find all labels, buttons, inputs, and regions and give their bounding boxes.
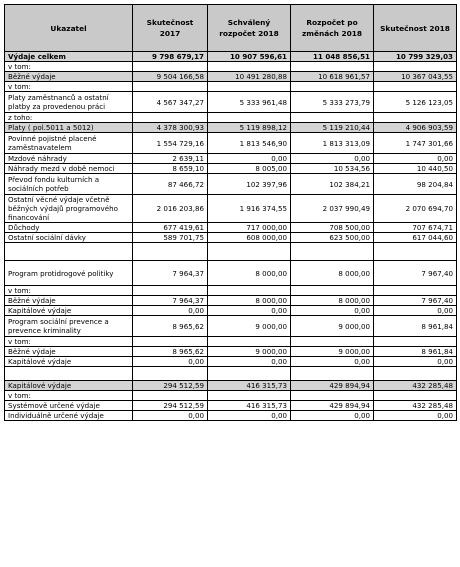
- row-label: Převod fondu kulturních a sociálních potřeb: [5, 174, 133, 195]
- value-cell: 0,00: [291, 411, 374, 421]
- table-row: [5, 113, 457, 123]
- value-cell: [374, 367, 457, 381]
- value-cell: [208, 113, 291, 123]
- row-label: Platy zaměstnanců a ostatní platby za provedenou práci: [5, 92, 133, 113]
- value-cell: [208, 243, 291, 261]
- value-cell: 7 964,37: [133, 261, 208, 286]
- value-cell: 5 126 123,05: [374, 92, 457, 113]
- value-cell: 102 397,96: [208, 174, 291, 195]
- value-cell: 102 384,21: [291, 174, 374, 195]
- value-cell: 617 044,60: [374, 233, 457, 243]
- value-cell: [208, 391, 291, 401]
- value-cell: [291, 286, 374, 296]
- value-cell: 8 961,84: [374, 316, 457, 337]
- table-row: [5, 401, 457, 411]
- value-cell: 0,00: [208, 357, 291, 367]
- row-label: Ostatní věcné výdaje včetně běžných výdajů programového financování: [5, 195, 133, 223]
- value-cell: 8 000,00: [291, 296, 374, 306]
- value-cell: [208, 82, 291, 92]
- header-rozpocet-po-zmenach-2018: Rozpočet po změnách 2018: [291, 5, 374, 52]
- row-label: [5, 367, 133, 381]
- value-cell: 0,00: [374, 306, 457, 316]
- value-cell: [133, 286, 208, 296]
- value-cell: 708 500,00: [291, 223, 374, 233]
- row-label: Důchody: [5, 223, 133, 233]
- table-row: [5, 72, 457, 82]
- header-skutecnost-2017: Skutečnost 2017: [133, 5, 208, 52]
- value-cell: [374, 337, 457, 347]
- value-cell: 432 285,48: [374, 381, 457, 391]
- table-row: [5, 306, 457, 316]
- value-cell: 589 701,75: [133, 233, 208, 243]
- table-row: [5, 164, 457, 174]
- value-cell: [374, 243, 457, 261]
- value-cell: 8 961,84: [374, 347, 457, 357]
- row-label: [5, 243, 133, 261]
- value-cell: 10 907 596,61: [208, 52, 291, 62]
- value-cell: [208, 367, 291, 381]
- table-row: [5, 261, 457, 286]
- value-cell: [374, 62, 457, 72]
- table-row: [5, 154, 457, 164]
- row-label: Individuálně určené výdaje: [5, 411, 133, 421]
- value-cell: 294 512,59: [133, 381, 208, 391]
- value-cell: 9 000,00: [291, 316, 374, 337]
- header-schvaleny-rozpocet-2018: Schválený rozpočet 2018: [208, 5, 291, 52]
- value-cell: 0,00: [208, 411, 291, 421]
- value-cell: 2 639,11: [133, 154, 208, 164]
- value-cell: 432 285,48: [374, 401, 457, 411]
- value-cell: 7 964,37: [133, 296, 208, 306]
- row-label: Systémově určené výdaje: [5, 401, 133, 411]
- value-cell: [208, 286, 291, 296]
- value-cell: 1 813 313,09: [291, 133, 374, 154]
- value-cell: 429 894,94: [291, 381, 374, 391]
- value-cell: 9 504 166,58: [133, 72, 208, 82]
- table-body: [5, 52, 457, 421]
- value-cell: [374, 286, 457, 296]
- value-cell: 8 000,00: [208, 261, 291, 286]
- value-cell: [291, 391, 374, 401]
- value-cell: 11 048 856,51: [291, 52, 374, 62]
- row-label: Náhrady mezd v době nemoci: [5, 164, 133, 174]
- row-label: v tom:: [5, 391, 133, 401]
- value-cell: 429 894,94: [291, 401, 374, 411]
- value-cell: 623 500,00: [291, 233, 374, 243]
- value-cell: 7 967,40: [374, 261, 457, 286]
- value-cell: 87 466,72: [133, 174, 208, 195]
- value-cell: 9 000,00: [208, 316, 291, 337]
- value-cell: [133, 367, 208, 381]
- value-cell: [208, 62, 291, 72]
- value-cell: 8 005,00: [208, 164, 291, 174]
- value-cell: 416 315,73: [208, 381, 291, 391]
- value-cell: 0,00: [133, 357, 208, 367]
- value-cell: 0,00: [374, 357, 457, 367]
- value-cell: 707 674,71: [374, 223, 457, 233]
- value-cell: 0,00: [374, 154, 457, 164]
- value-cell: [291, 113, 374, 123]
- table-row: [5, 411, 457, 421]
- table-row: [5, 133, 457, 154]
- value-cell: [291, 82, 374, 92]
- table-row: [5, 123, 457, 133]
- row-label: v tom:: [5, 286, 133, 296]
- value-cell: 2 070 694,70: [374, 195, 457, 223]
- row-label: Program sociální prevence a prevence kriminality: [5, 316, 133, 337]
- row-label: Výdaje celkem: [5, 52, 133, 62]
- budget-table-container: [4, 4, 456, 421]
- value-cell: 7 967,40: [374, 296, 457, 306]
- value-cell: 0,00: [291, 154, 374, 164]
- value-cell: 0,00: [133, 411, 208, 421]
- row-label: Kapitálové výdaje: [5, 381, 133, 391]
- value-cell: [133, 82, 208, 92]
- value-cell: 0,00: [374, 411, 457, 421]
- value-cell: 677 419,61: [133, 223, 208, 233]
- value-cell: 10 367 043,55: [374, 72, 457, 82]
- row-label: Běžné výdaje: [5, 72, 133, 82]
- value-cell: [133, 337, 208, 347]
- header-ukazatel: Ukazatel: [5, 5, 133, 52]
- value-cell: [291, 337, 374, 347]
- value-cell: 5 119 898,12: [208, 123, 291, 133]
- value-cell: [133, 113, 208, 123]
- value-cell: 10 534,56: [291, 164, 374, 174]
- value-cell: 8 000,00: [291, 261, 374, 286]
- header-skutecnost-2018: Skutečnost 2018: [374, 5, 457, 52]
- value-cell: 10 799 329,03: [374, 52, 457, 62]
- value-cell: 294 512,59: [133, 401, 208, 411]
- table-row: [5, 286, 457, 296]
- value-cell: 0,00: [291, 357, 374, 367]
- value-cell: 0,00: [208, 154, 291, 164]
- value-cell: 1 813 546,90: [208, 133, 291, 154]
- value-cell: 8 659,10: [133, 164, 208, 174]
- table-row: [5, 347, 457, 357]
- value-cell: 608 000,00: [208, 233, 291, 243]
- value-cell: [374, 113, 457, 123]
- table-row: [5, 296, 457, 306]
- row-label: Platy ( pol.5011 a 5012): [5, 123, 133, 133]
- value-cell: 1 916 374,55: [208, 195, 291, 223]
- row-label: z toho:: [5, 113, 133, 123]
- budget-table: [4, 4, 457, 421]
- value-cell: 1 554 729,16: [133, 133, 208, 154]
- row-label: v tom:: [5, 82, 133, 92]
- row-label: Povinné pojistné placené zaměstnavatelem: [5, 133, 133, 154]
- value-cell: 10 491 280,88: [208, 72, 291, 82]
- value-cell: [133, 391, 208, 401]
- table-row: [5, 337, 457, 347]
- value-cell: 8 000,00: [208, 296, 291, 306]
- header-row: [5, 5, 457, 52]
- row-label: v tom:: [5, 62, 133, 72]
- value-cell: 416 315,73: [208, 401, 291, 411]
- value-cell: 2 016 203,86: [133, 195, 208, 223]
- value-cell: [291, 367, 374, 381]
- table-row: [5, 174, 457, 195]
- table-row: [5, 316, 457, 337]
- value-cell: 5 119 210,44: [291, 123, 374, 133]
- value-cell: 5 333 273,79: [291, 92, 374, 113]
- row-label: Běžné výdaje: [5, 347, 133, 357]
- row-label: Program protidrogové politiky: [5, 261, 133, 286]
- value-cell: [291, 62, 374, 72]
- row-label: Ostatní sociální dávky: [5, 233, 133, 243]
- table-row: [5, 52, 457, 62]
- table-row: [5, 223, 457, 233]
- table-row: [5, 367, 457, 381]
- value-cell: 10 618 961,57: [291, 72, 374, 82]
- table-row: [5, 62, 457, 72]
- row-label: Kapitálové výdaje: [5, 306, 133, 316]
- table-row: [5, 243, 457, 261]
- table-row: [5, 92, 457, 113]
- value-cell: 5 333 961,48: [208, 92, 291, 113]
- value-cell: [133, 62, 208, 72]
- row-label: Kapitálové výdaje: [5, 357, 133, 367]
- value-cell: 8 965,62: [133, 316, 208, 337]
- value-cell: 9 000,00: [291, 347, 374, 357]
- value-cell: 2 037 990,49: [291, 195, 374, 223]
- table-row: [5, 381, 457, 391]
- row-label: Běžné výdaje: [5, 296, 133, 306]
- value-cell: 9 000,00: [208, 347, 291, 357]
- value-cell: 717 000,00: [208, 223, 291, 233]
- row-label: Mzdové náhrady: [5, 154, 133, 164]
- value-cell: 8 965,62: [133, 347, 208, 357]
- value-cell: 98 204,84: [374, 174, 457, 195]
- value-cell: [374, 82, 457, 92]
- table-row: [5, 357, 457, 367]
- value-cell: [208, 337, 291, 347]
- table-row: [5, 195, 457, 223]
- value-cell: 10 440,50: [374, 164, 457, 174]
- value-cell: 4 906 903,59: [374, 123, 457, 133]
- value-cell: [133, 243, 208, 261]
- value-cell: 0,00: [208, 306, 291, 316]
- table-row: [5, 82, 457, 92]
- value-cell: 1 747 301,66: [374, 133, 457, 154]
- value-cell: 0,00: [133, 306, 208, 316]
- row-label: v tom:: [5, 337, 133, 347]
- value-cell: 4 567 347,27: [133, 92, 208, 113]
- value-cell: [374, 391, 457, 401]
- value-cell: 0,00: [291, 306, 374, 316]
- value-cell: [291, 243, 374, 261]
- value-cell: 4 378 300,93: [133, 123, 208, 133]
- value-cell: 9 798 679,17: [133, 52, 208, 62]
- table-row: [5, 233, 457, 243]
- table-row: [5, 391, 457, 401]
